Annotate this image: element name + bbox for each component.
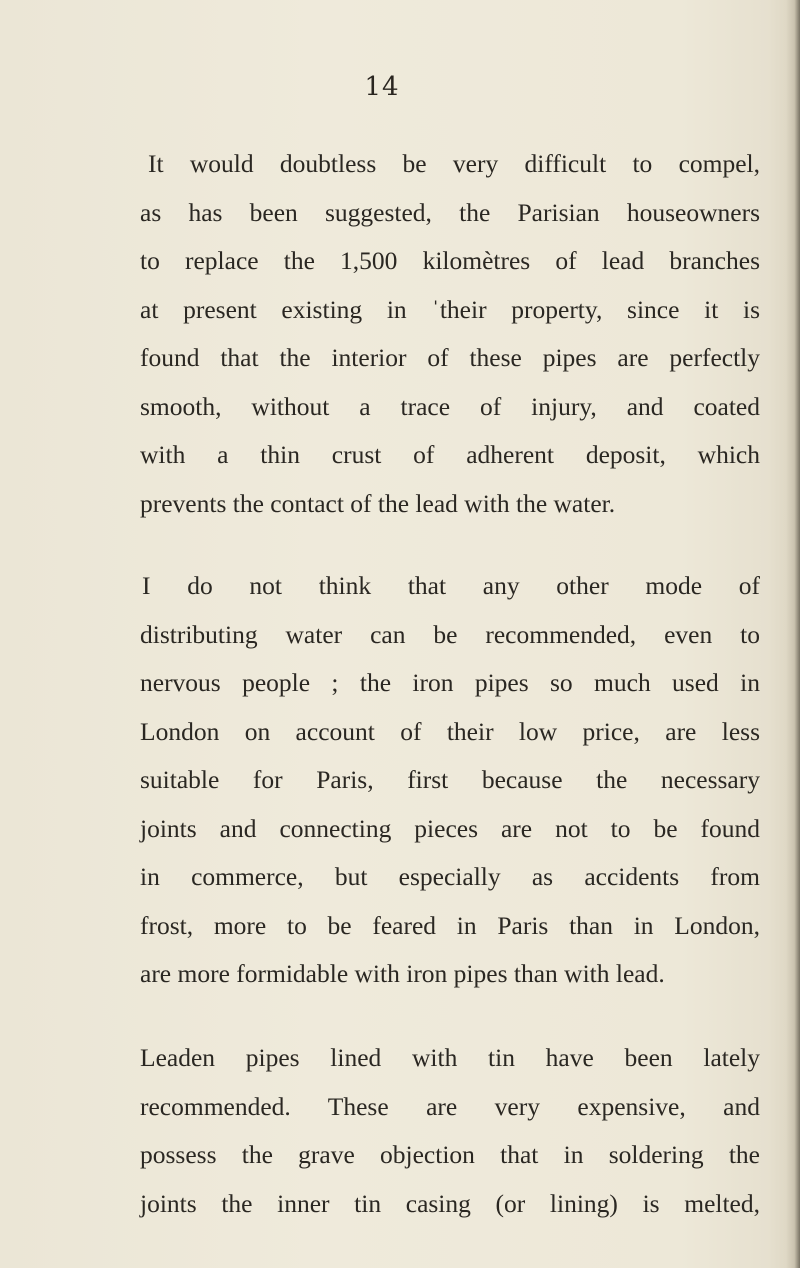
paragraph-line: are more formidable with iron pipes than with lead.	[140, 959, 665, 988]
paragraph-line: frost, more to be feared in Paris than in London,	[140, 910, 760, 940]
paragraph-line: at present existing in ˈtheir property, since it is	[140, 294, 760, 324]
page-edge-shadow	[786, 0, 800, 1268]
paragraph-line: prevents the contact of the lead with the water.	[140, 488, 616, 518]
paragraph-line: to replace the 1,500 kilomètres of lead branches	[140, 246, 760, 275]
paragraph-line: in commerce, but especially as accidents from	[140, 862, 760, 891]
paragraph-line: nervous people ; the iron pipes so much used in	[140, 668, 760, 697]
paragraph-1	[140, 140, 760, 528]
paragraph-line: as has been suggested, the Parisian houseowners	[140, 197, 760, 227]
page-number: 14	[364, 72, 400, 102]
paragraph-line: It would doubtless be very difficult to compel,	[148, 149, 760, 178]
paragraph-line: joints and connecting pieces are not to be found	[140, 813, 760, 843]
paragraph-line: Leaden pipes lined with tin have been lately	[140, 1043, 760, 1072]
paragraph-line: distributing water can be recommended, even to	[140, 619, 760, 649]
paragraph-line: London on account of their low price, are less	[140, 716, 760, 746]
paragraph-line: possess the grave objection that in soldering the	[140, 1140, 760, 1169]
paragraph-line: suitable for Paris, first because the necessary	[140, 765, 760, 794]
paragraph-line: found that the interior of these pipes are perfectly	[140, 343, 760, 372]
paragraph-3	[140, 1034, 760, 1228]
paragraph-2	[140, 562, 760, 999]
paragraph-line: joints the inner tin casing (or lining) is melted,	[140, 1188, 760, 1218]
paragraph-line: smooth, without a trace of injury, and coated	[140, 391, 760, 421]
paragraph-line: with a thin crust of adherent deposit, which	[140, 440, 760, 469]
paragraph-line: I do not think that any other mode of	[142, 571, 760, 600]
paragraph-line: recommended. These are very expensive, and	[140, 1091, 760, 1121]
